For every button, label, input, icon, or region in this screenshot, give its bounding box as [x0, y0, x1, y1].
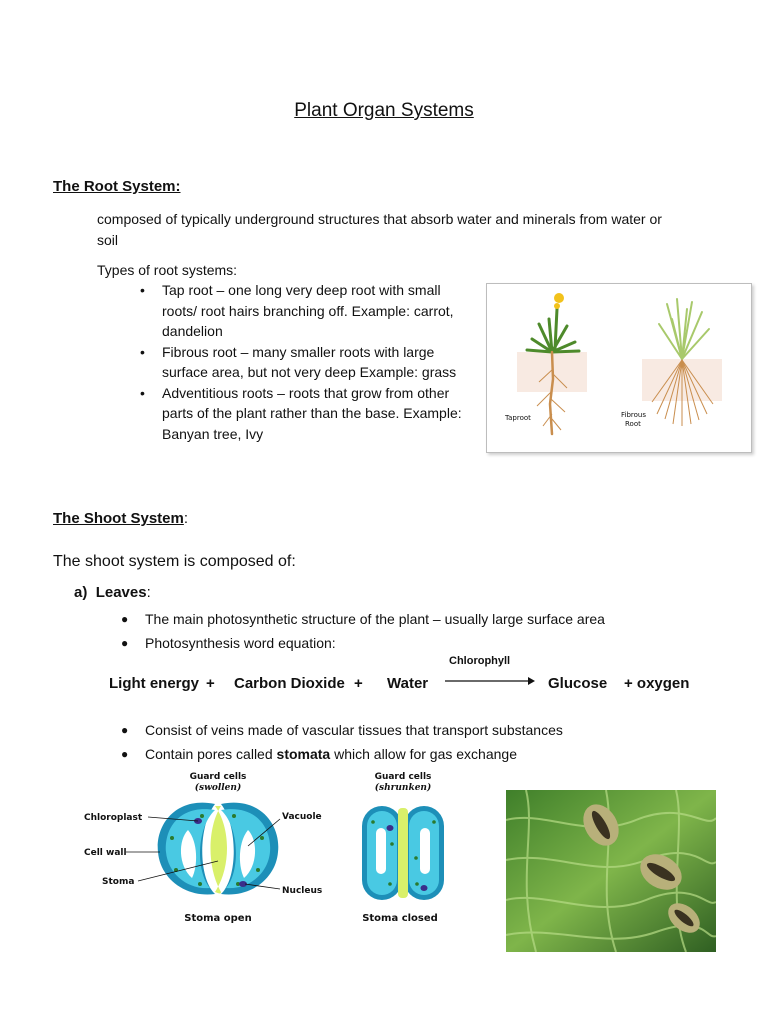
leaves-point: ● The main photosynthetic structure of the plant – usually large surface area [121, 607, 721, 631]
stomata-term: stomata [276, 746, 331, 762]
label-chloroplast: Chloroplast [84, 813, 143, 823]
root-system-heading [53, 178, 181, 195]
stomata-micrograph [506, 790, 716, 952]
fibrous-label-line1: Fibrous [621, 411, 646, 419]
root-systems-figure [486, 283, 752, 453]
root-illustration [487, 284, 751, 452]
stoma-closed-illustration [362, 806, 444, 900]
label-stoma: Stoma [102, 877, 135, 887]
equation-term-co2: Carbon Dioxide [234, 675, 345, 692]
shoot-system-heading-text: The Shoot System [53, 510, 184, 527]
equation-term-light: Light energy [109, 675, 200, 692]
root-type-item: • Tap root – one long very deep root with small roots/ root hairs branching off. Example: carrot, dandelion [136, 280, 476, 342]
leaves-marker: a) [74, 584, 88, 601]
stomata-text-after: which allow for gas exchange [330, 746, 517, 762]
shoot-system-intro: The shoot system is composed of: [53, 553, 296, 570]
fibrous-label-line2: Root [625, 420, 641, 428]
leaves-more-points [121, 718, 721, 766]
equation-product-glucose: Glucose [548, 675, 608, 692]
stomata-text-before: Contain pores called [145, 746, 277, 762]
label-vacuole: Vacuole [282, 812, 322, 822]
equation-term-water: Water [387, 675, 429, 692]
shoot-system-heading [53, 510, 188, 527]
equation-plus: + [206, 675, 215, 692]
equation-arrow [444, 674, 536, 688]
page-title: Plant Organ Systems [294, 100, 474, 121]
root-type-item: • Fibrous root – many smaller roots with large surface area, but not very deep Example: grass [136, 342, 476, 383]
leaves-points [121, 607, 721, 655]
equation-catalyst: Chlorophyll [449, 655, 511, 667]
leaves-point: ● Photosynthesis word equation: [121, 631, 721, 655]
leaves-label-suffix: : [146, 584, 151, 601]
taproot-label: Taproot [505, 414, 531, 422]
equation-product-oxygen: + oxygen [624, 675, 690, 692]
caption-stoma-closed: Stoma closed [362, 913, 438, 924]
closed-guard-cells-subtitle: (shrunken) [374, 783, 432, 793]
equation-plus: + [354, 675, 363, 692]
open-guard-cells-title: Guard cells [189, 772, 247, 782]
open-guard-cells-subtitle: (swollen) [194, 783, 242, 793]
root-types-list [136, 280, 476, 444]
shoot-system-heading-suffix: : [183, 510, 189, 527]
root-type-item: • Adventitious roots – roots that grow from other parts of the plant rather than the base. Example: Banyan tree, Ivy [136, 383, 476, 445]
label-cell-wall: Cell wall [84, 848, 127, 858]
leaves-label: Leaves [95, 584, 147, 601]
label-nucleus: Nucleus [282, 886, 323, 896]
stoma-diagram [80, 766, 460, 931]
leaves-point: ● Consist of veins made of vascular tissues that transport substances [121, 718, 721, 742]
root-system-heading-text: The Root System: [53, 178, 181, 195]
root-system-description: composed of typically underground structures that absorb water and minerals from water or soil [97, 211, 662, 248]
stoma-open-illustration [158, 803, 279, 895]
leaves-heading [74, 584, 151, 601]
closed-guard-cells-title: Guard cells [374, 772, 432, 782]
caption-stoma-open: Stoma open [184, 913, 252, 924]
leaves-point-stomata [121, 742, 721, 766]
root-types-intro: Types of root systems: [97, 262, 238, 278]
